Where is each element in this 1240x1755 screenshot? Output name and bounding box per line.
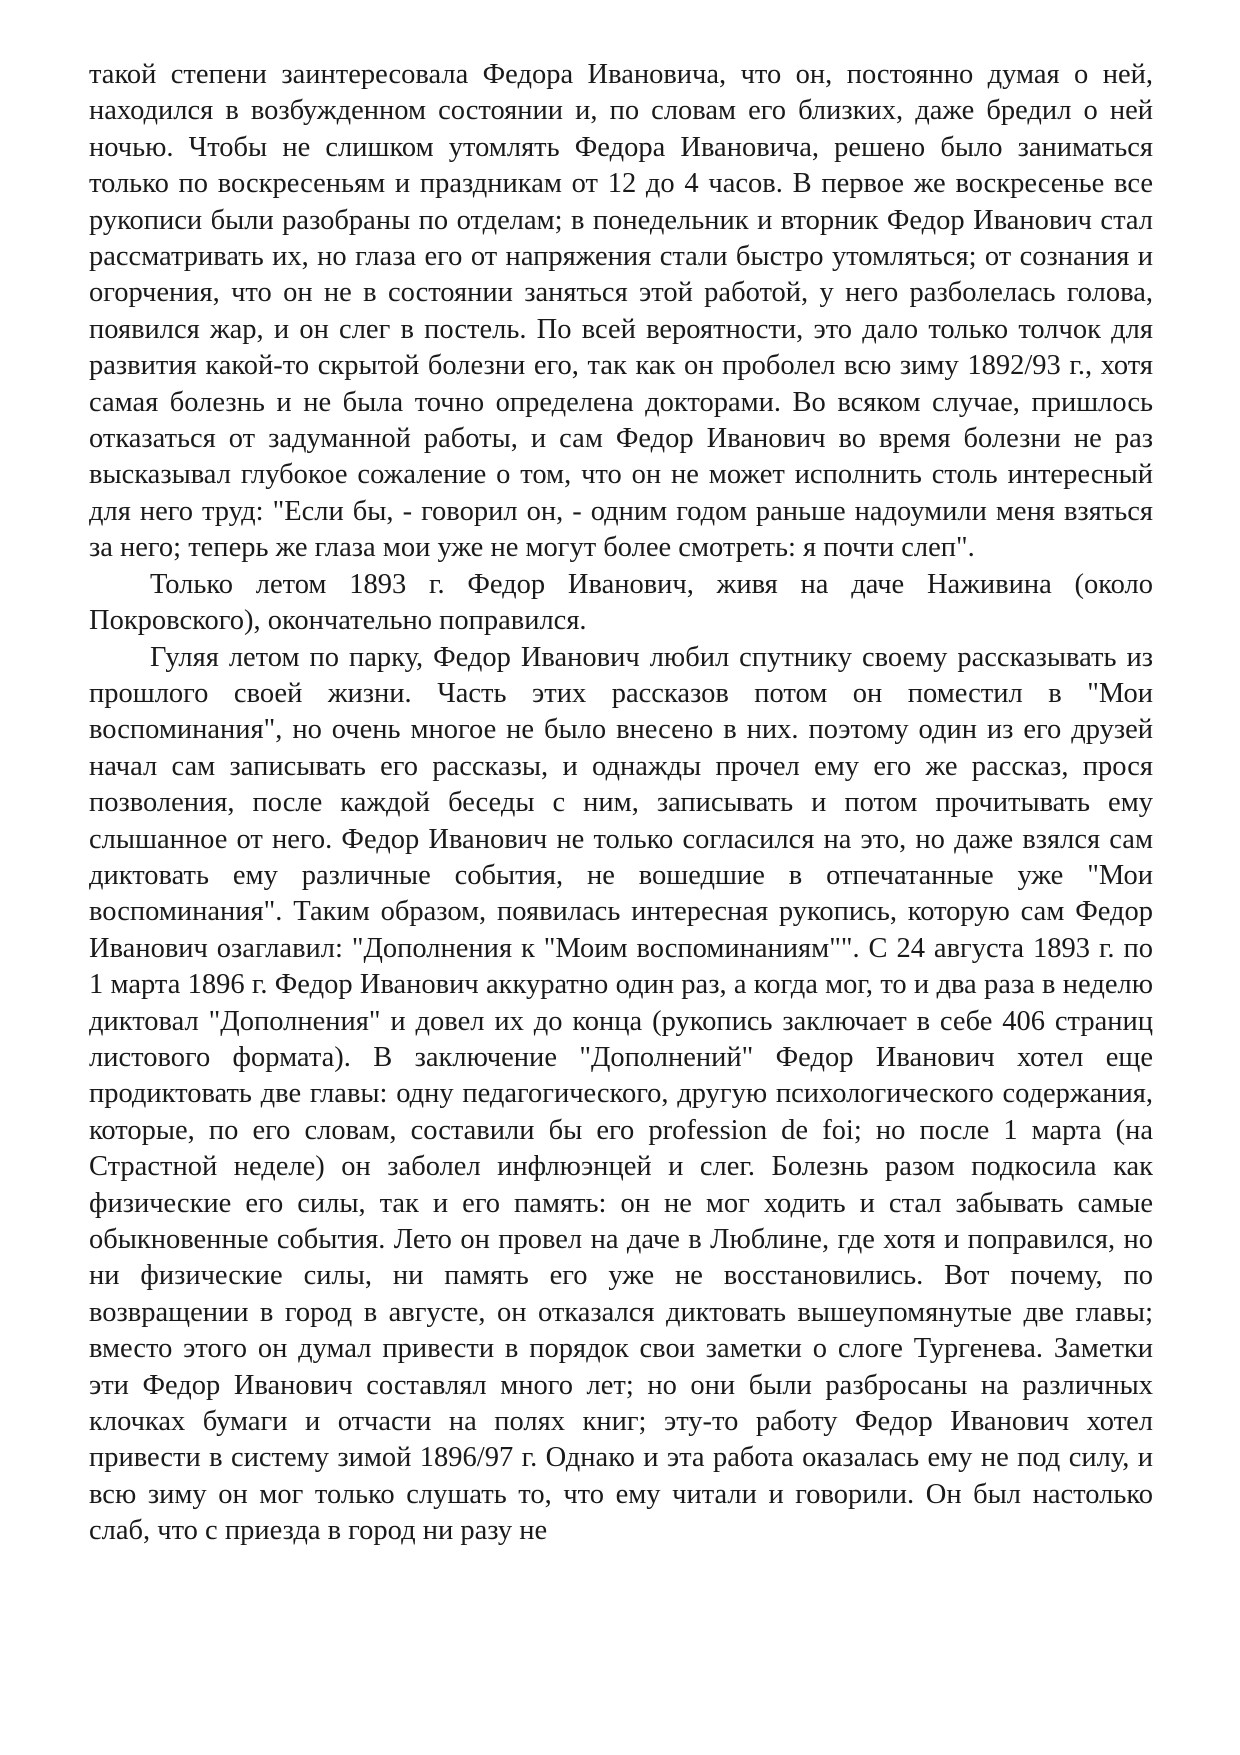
paragraph-3: Гуляя летом по парку, Федор Иванович любил спутнику своему рассказывать из прошлого своей жизни. Часть этих рассказов потом он поместил в "Мои воспоминания", но очень многое не было внесено в них. поэтому один из его друзей начал сам записывать его рассказы, и однажды прочел ему его же рассказ, прося позволения, после каждой беседы с ним, записывать и потом прочитывать ему слышанное от него. Федор Иванович не только согласился на это, но даже взялся сам диктовать ему различные события, не вошедшие в отпечатанные уже "Мои воспоминания". Таким образом, появилась интересная рукопись, которую сам Федор Иванович озаглавил: "Дополнения к "Моим воспоминаниям"". С 24 августа 1893 г. по 1 марта 1896 г. Федор Иванович аккуратно один раз, а когда мог, то и два раза в неделю диктовал "Дополнения" и довел их до конца (рукопись заключает в себе 406 страниц листового формата). В заключение "Дополнений" Федор Иванович хотел еще продиктовать две главы: одну педагогического, другую психологического содержания, которые, по его словам, составили бы его profession de foi; но после 1 марта (на Страстной неделе) он заболел инфлюэнцей и слег. Болезнь разом подкосила как физические его силы, так и его память: он не мог ходить и стал забывать самые обыкновенные события. Лето он провел на даче в Люблине, где хотя и поправился, но ни физические силы, ни память его уже не восстановились. Вот почему, по возвращении в город в августе, он отказался диктовать вышеупомянутые две главы; вместо этого он думал привести в порядок свои заметки о слоге Тургенева. Заметки эти Федор Иванович составлял много лет; но они были разбросаны на различных клочках бумаги и отчасти на полях книг; эту-то работу Федор Иванович хотел привести в систему зимой 1896/97 г. Однако и эта работа оказалась ему не под силу, и всю зиму он мог только слушать то, что ему читали и говорили. Он был настолько слаб, что с приезда в город ни разу не	[89, 641, 1153, 1547]
paragraph-2: Только летом 1893 г. Федор Иванович, живя на даче Наживина (около Покровского), окончательно поправился.	[89, 568, 1153, 637]
paragraph-1: такой степени заинтересовала Федора Ивановича, что он, постоянно думая о ней, находился в возбужденном состоянии и, по словам его близких, даже бредил о ней ночью. Чтобы не слишком утомлять Федора Ивановича, решено было заниматься только по воскресеньям и праздникам от 12 до 4 часов. В первое же воскресенье все рукописи были разобраны по отделам; в понедельник и вторник Федор Иванович стал рассматривать их, но глаза его от напряжения стали быстро утомляться; от сознания и огорчения, что он не в состоянии заняться этой работой, у него разболелась голова, появился жар, и он слег в постель. По всей вероятности, это дало только толчок для развития какой-то скрытой болезни его, так как он проболел всю зиму 1892/93 г., хотя самая болезнь и не была точно определена докторами. Во всяком случае, пришлось отказаться от задуманной работы, и сам Федор Иванович во время болезни не раз высказывал глубокое сожаление о том, что он не может исполнить столь интересный для него труд: "Если бы, - говорил он, - одним годом раньше надоумили меня взяться за него; теперь же глаза мои уже не могут более смотреть: я почти слеп".	[89, 59, 1153, 564]
document-page	[89, 57, 1153, 1550]
